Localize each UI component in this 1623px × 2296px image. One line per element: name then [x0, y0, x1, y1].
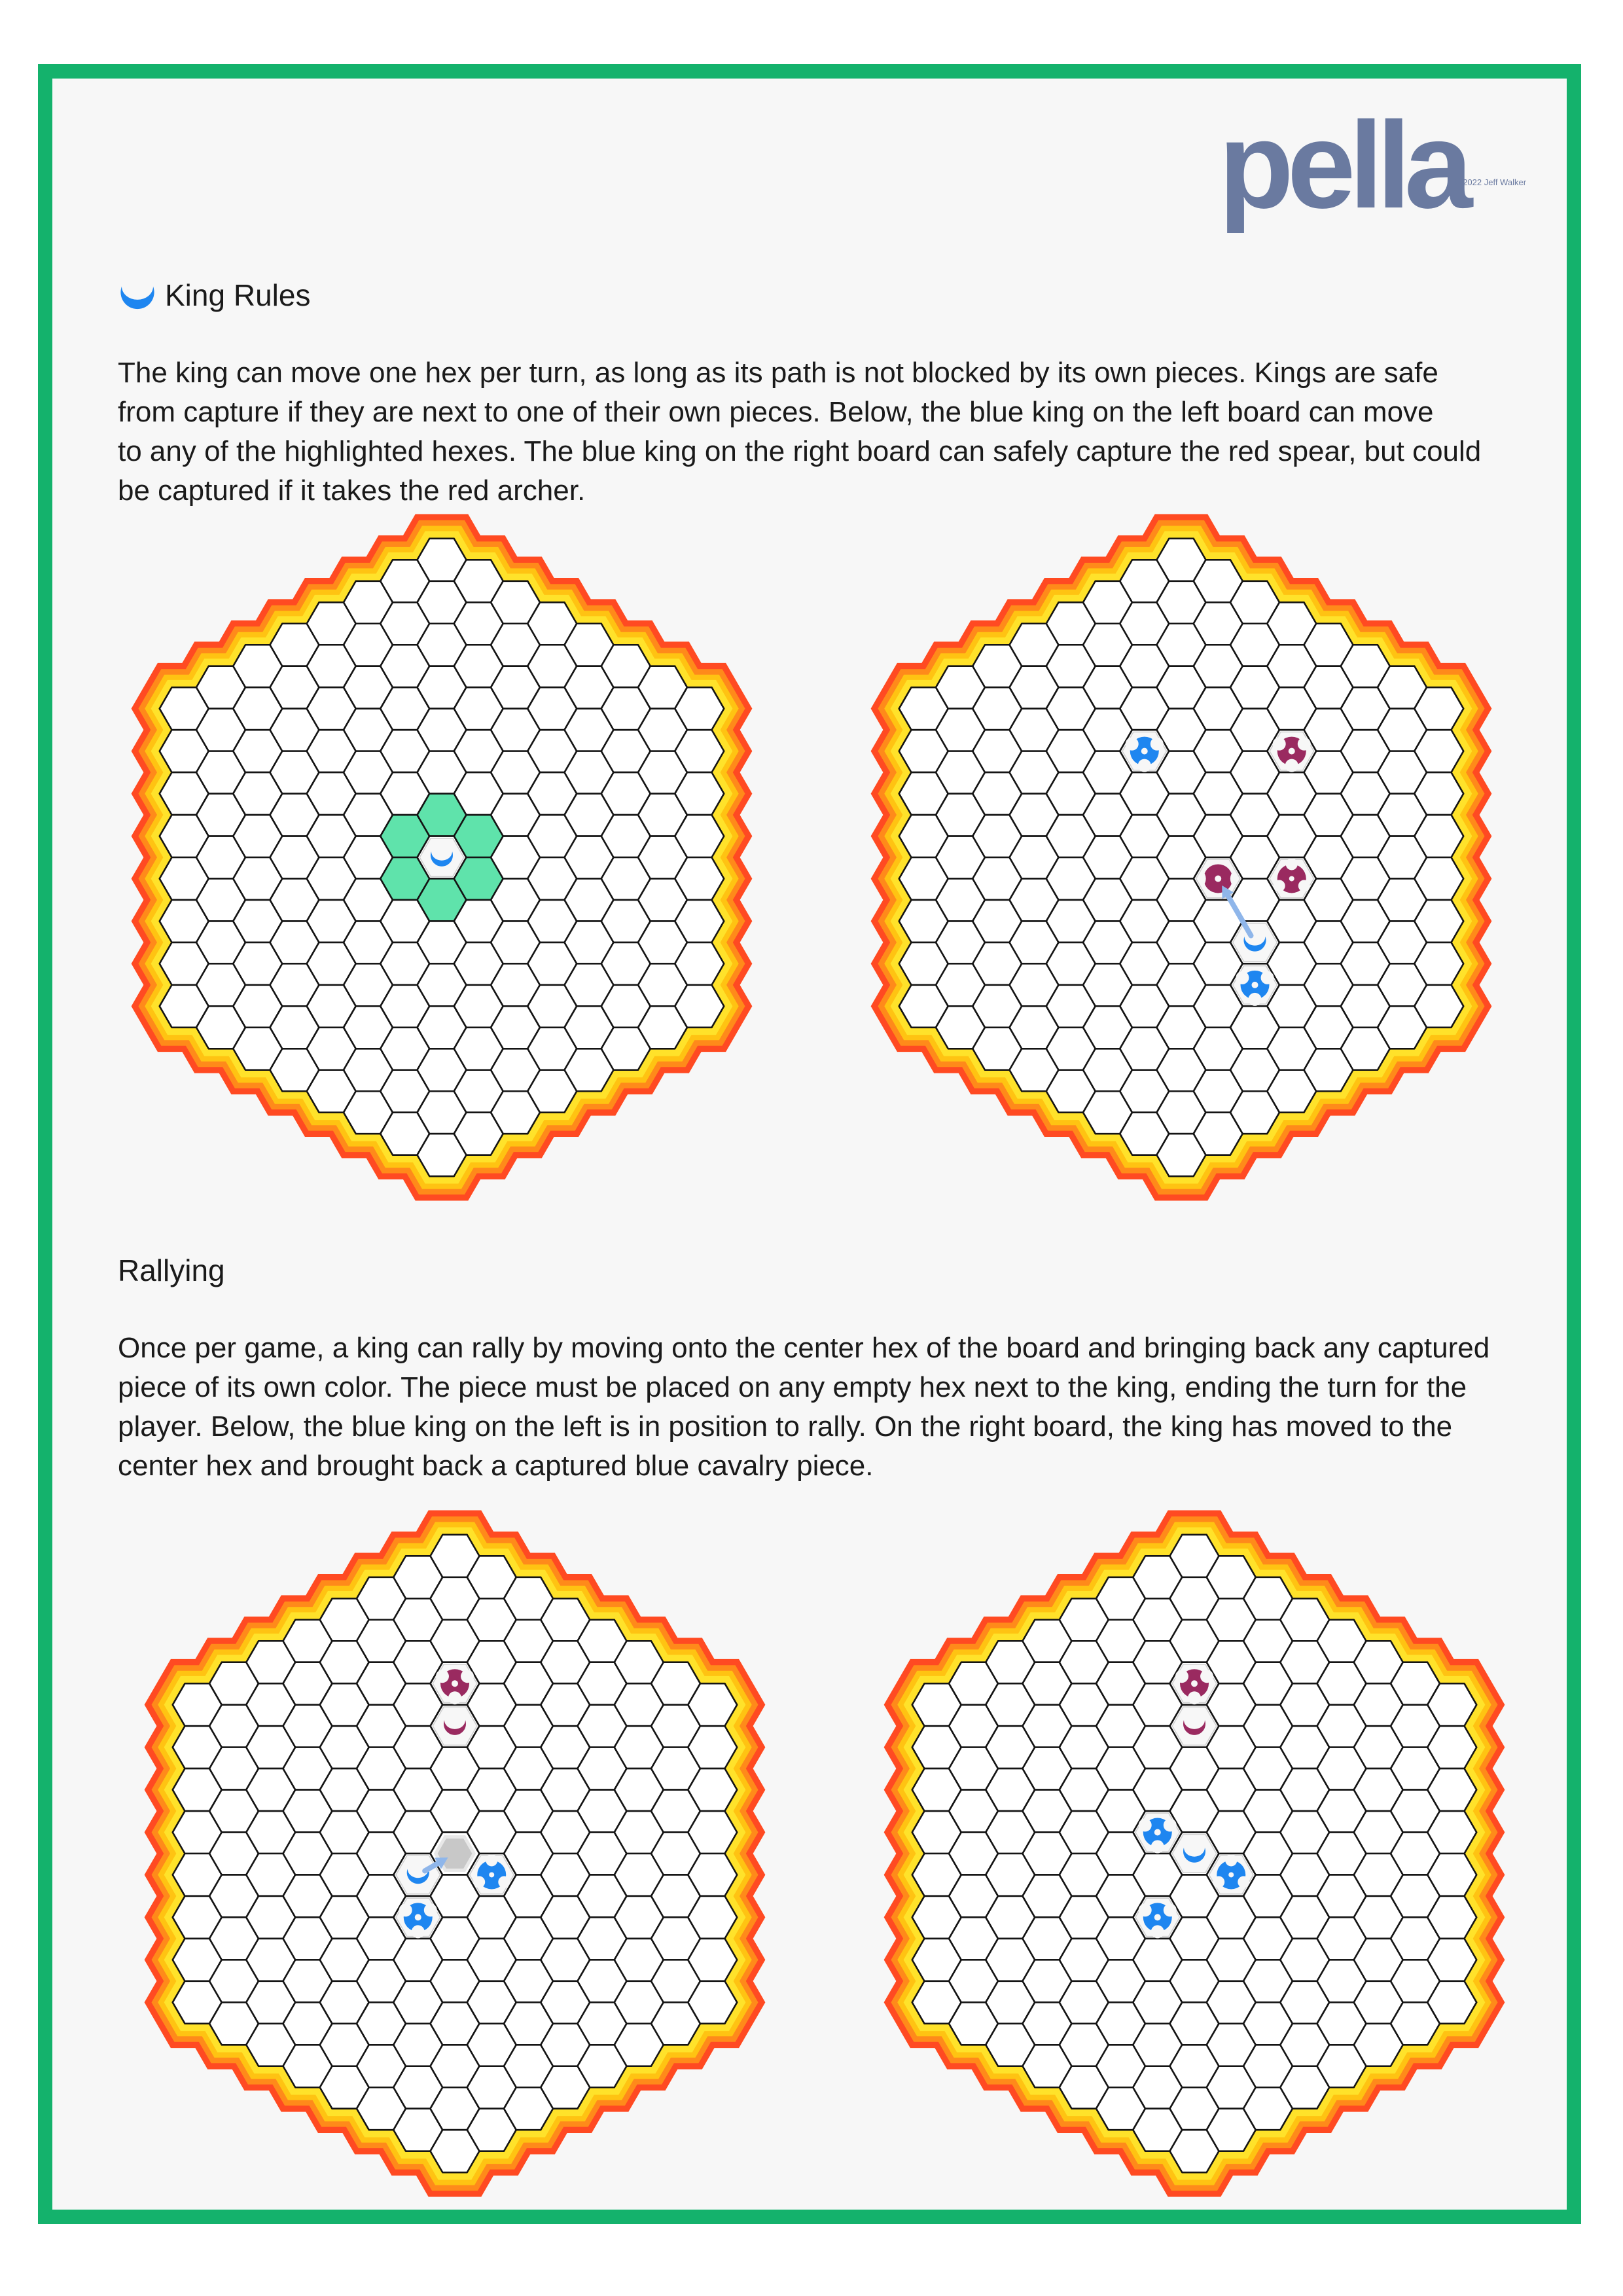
paragraph-line: The king can move one hex per turn, as long as its path is not blocked by its own pieces. Kings are safe	[118, 357, 1438, 389]
rally-after-board	[903, 1533, 1486, 2174]
copyright-text: © 2022 Jeff Walker	[1454, 177, 1527, 187]
paragraph-line: center hex and brought back a captured blue cavalry piece.	[118, 1450, 874, 1482]
paragraph-line: to any of the highlighted hexes. The blue king on the right board can safely capture the red spear, but could	[118, 435, 1482, 467]
paragraph-line: piece of its own color. The piece must be placed on any empty hex next to the king, ending the turn for the	[118, 1371, 1467, 1403]
king-rules-heading: King Rules	[165, 278, 311, 312]
king-capture-board	[890, 537, 1472, 1178]
paragraph-line: player. Below, the blue king on the left is in position to rally. On the right board, the king has moved to the	[118, 1410, 1453, 1443]
rally-before-board	[164, 1533, 746, 2174]
rallying-heading: Rallying	[118, 1253, 225, 1287]
king-rules-paragraph	[118, 353, 1538, 511]
paragraph-line: be captured if it takes the red archer.	[118, 475, 586, 507]
paragraph-line: from capture if they are next to one of their own pieces. Below, the blue king on the left board can move	[118, 396, 1434, 428]
pella-logo: pella	[1219, 96, 1467, 234]
paragraph-line: Once per game, a king can rally by moving onto the center hex of the board and bringing back any captured	[118, 1332, 1490, 1364]
king-move-board	[151, 537, 733, 1178]
king-icon	[116, 275, 158, 317]
rallying-paragraph	[118, 1329, 1538, 1486]
